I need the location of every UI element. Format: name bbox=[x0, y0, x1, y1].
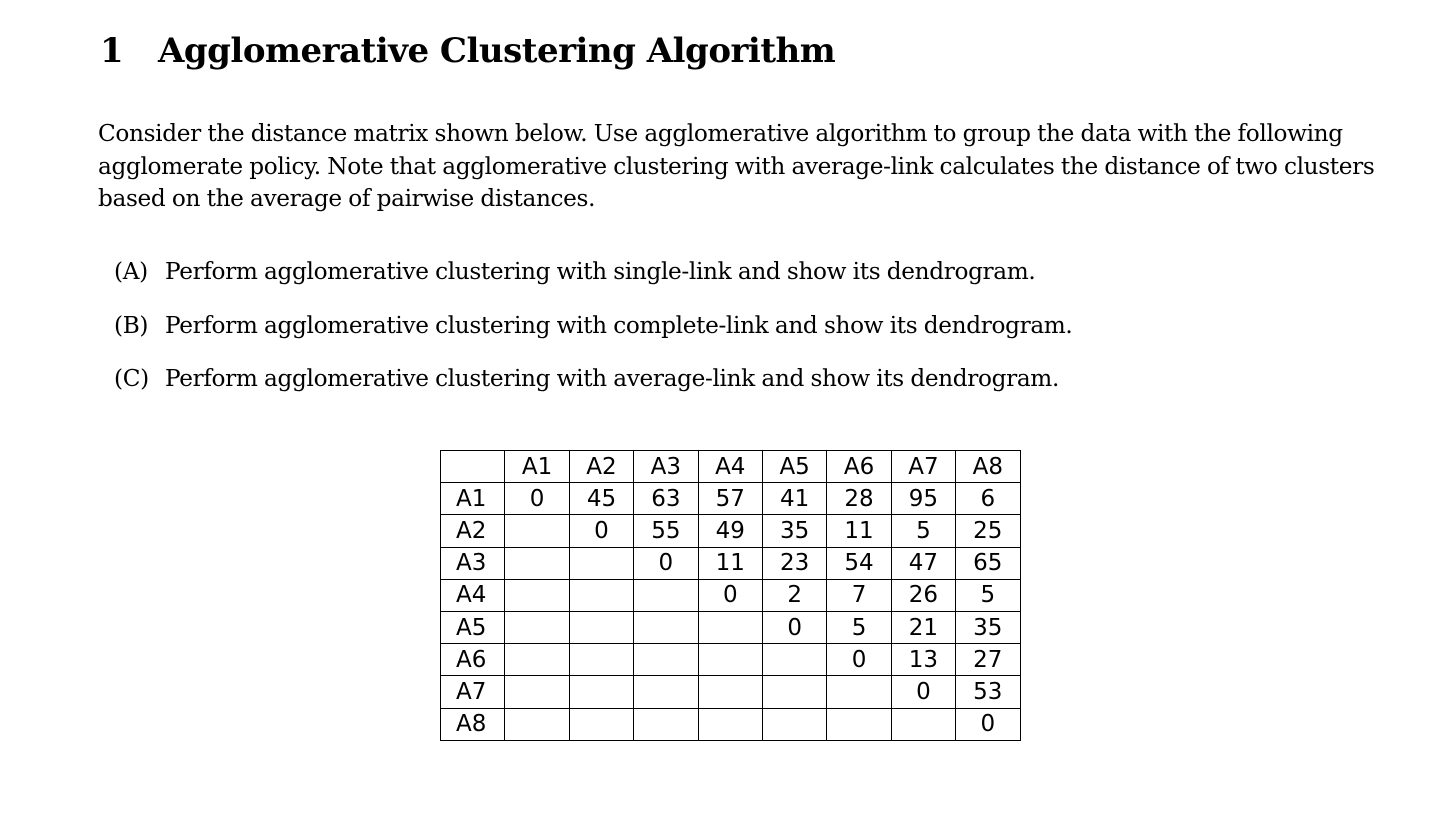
matrix-cell bbox=[569, 547, 633, 579]
matrix-cell bbox=[505, 515, 569, 547]
matrix-corner-cell bbox=[441, 451, 505, 483]
matrix-column-header: A7 bbox=[891, 451, 955, 483]
matrix-cell bbox=[827, 676, 891, 708]
matrix-cell bbox=[634, 708, 698, 740]
matrix-cell: 54 bbox=[827, 547, 891, 579]
matrix-row-header: A4 bbox=[441, 579, 505, 611]
matrix-cell: 5 bbox=[956, 579, 1020, 611]
section-title: Agglomerative Clustering Algorithm bbox=[158, 31, 836, 71]
matrix-cell: 26 bbox=[891, 579, 955, 611]
task-item bbox=[114, 306, 1072, 360]
matrix-cell: 55 bbox=[634, 515, 698, 547]
matrix-cell: 2 bbox=[762, 579, 826, 611]
matrix-cell: 28 bbox=[827, 483, 891, 515]
section-heading bbox=[100, 28, 835, 74]
task-tag: (B) bbox=[114, 311, 149, 339]
matrix-cell: 11 bbox=[698, 547, 762, 579]
task-text: Perform agglomerative clustering with average-link and show its dendrogram. bbox=[165, 365, 1059, 392]
matrix-row-header: A5 bbox=[441, 611, 505, 643]
matrix-cell: 0 bbox=[891, 676, 955, 708]
matrix-cell bbox=[505, 579, 569, 611]
matrix-row-header: A8 bbox=[441, 708, 505, 740]
intro-line: agglomerate policy. Note that agglomerative clustering with average-link calculates the distance of two clusters bbox=[98, 152, 1375, 180]
matrix-cell: 13 bbox=[891, 644, 955, 676]
task-text: Perform agglomerative clustering with complete-link and show its dendrogram. bbox=[165, 311, 1073, 339]
matrix-cell: 45 bbox=[569, 483, 633, 515]
matrix-cell bbox=[762, 644, 826, 676]
matrix-row-header: A3 bbox=[441, 547, 505, 579]
matrix-cell bbox=[634, 644, 698, 676]
matrix-cell: 0 bbox=[634, 547, 698, 579]
matrix-cell: 0 bbox=[827, 644, 891, 676]
matrix-column-header: A3 bbox=[634, 451, 698, 483]
matrix-cell bbox=[505, 676, 569, 708]
matrix-cell bbox=[505, 708, 569, 740]
matrix-cell: 57 bbox=[698, 483, 762, 515]
task-text: Perform agglomerative clustering with single-link and show its dendrogram. bbox=[165, 258, 1036, 285]
matrix-cell: 5 bbox=[891, 515, 955, 547]
section-number: 1 bbox=[100, 31, 124, 71]
matrix-cell: 7 bbox=[827, 579, 891, 611]
matrix-row-header: A2 bbox=[441, 515, 505, 547]
matrix-row bbox=[441, 676, 1021, 708]
matrix-row bbox=[441, 547, 1021, 579]
matrix-cell bbox=[569, 644, 633, 676]
matrix-cell: 35 bbox=[762, 515, 826, 547]
intro-paragraph bbox=[98, 118, 1378, 216]
matrix-cell: 5 bbox=[827, 611, 891, 643]
matrix-cell: 11 bbox=[827, 515, 891, 547]
matrix-cell: 0 bbox=[956, 708, 1020, 740]
matrix-cell: 0 bbox=[698, 579, 762, 611]
matrix-cell bbox=[634, 611, 698, 643]
matrix-cell bbox=[827, 708, 891, 740]
task-item bbox=[114, 359, 1072, 413]
matrix-cell bbox=[698, 708, 762, 740]
matrix-cell bbox=[698, 644, 762, 676]
matrix-cell bbox=[569, 676, 633, 708]
task-list bbox=[114, 252, 1072, 413]
matrix-cell bbox=[698, 611, 762, 643]
matrix-column-header: A8 bbox=[956, 451, 1020, 483]
matrix-cell: 25 bbox=[956, 515, 1020, 547]
task-tag: (C) bbox=[114, 365, 149, 392]
matrix-cell: 0 bbox=[569, 515, 633, 547]
matrix-cell: 47 bbox=[891, 547, 955, 579]
matrix-cell: 53 bbox=[956, 676, 1020, 708]
matrix-cell bbox=[634, 676, 698, 708]
matrix-cell bbox=[634, 579, 698, 611]
matrix-row bbox=[441, 515, 1021, 547]
matrix-row bbox=[441, 579, 1021, 611]
matrix-cell: 21 bbox=[891, 611, 955, 643]
matrix-cell: 41 bbox=[762, 483, 826, 515]
matrix-column-header: A5 bbox=[762, 451, 826, 483]
matrix-column-header: A1 bbox=[505, 451, 569, 483]
matrix-row-header: A1 bbox=[441, 483, 505, 515]
matrix-column-header: A4 bbox=[698, 451, 762, 483]
matrix-cell bbox=[505, 547, 569, 579]
matrix-row bbox=[441, 483, 1021, 515]
matrix-cell bbox=[505, 611, 569, 643]
matrix-row-header: A7 bbox=[441, 676, 505, 708]
matrix-column-header: A6 bbox=[827, 451, 891, 483]
matrix-cell: 0 bbox=[762, 611, 826, 643]
matrix-cell: 6 bbox=[956, 483, 1020, 515]
matrix-cell bbox=[762, 708, 826, 740]
matrix-cell: 27 bbox=[956, 644, 1020, 676]
matrix-column-header: A2 bbox=[569, 451, 633, 483]
matrix-cell: 95 bbox=[891, 483, 955, 515]
matrix-row-header: A6 bbox=[441, 644, 505, 676]
matrix-cell bbox=[569, 611, 633, 643]
task-item bbox=[114, 252, 1072, 306]
task-tag: (A) bbox=[114, 258, 148, 285]
distance-matrix bbox=[440, 450, 1021, 741]
matrix-cell: 23 bbox=[762, 547, 826, 579]
matrix-cell bbox=[569, 579, 633, 611]
matrix-cell bbox=[505, 644, 569, 676]
matrix-cell: 49 bbox=[698, 515, 762, 547]
matrix-row bbox=[441, 611, 1021, 643]
matrix-cell bbox=[891, 708, 955, 740]
matrix-cell: 65 bbox=[956, 547, 1020, 579]
matrix-cell: 35 bbox=[956, 611, 1020, 643]
matrix-header-row bbox=[441, 451, 1021, 483]
matrix-row bbox=[441, 644, 1021, 676]
intro-line: based on the average of pairwise distances. bbox=[98, 185, 596, 212]
matrix-cell bbox=[569, 708, 633, 740]
intro-line: Consider the distance matrix shown below. Use agglomerative algorithm to group the data with the following bbox=[98, 120, 1343, 147]
matrix-cell bbox=[698, 676, 762, 708]
matrix-cell: 63 bbox=[634, 483, 698, 515]
matrix-cell bbox=[762, 676, 826, 708]
matrix-cell: 0 bbox=[505, 483, 569, 515]
matrix-row bbox=[441, 708, 1021, 740]
